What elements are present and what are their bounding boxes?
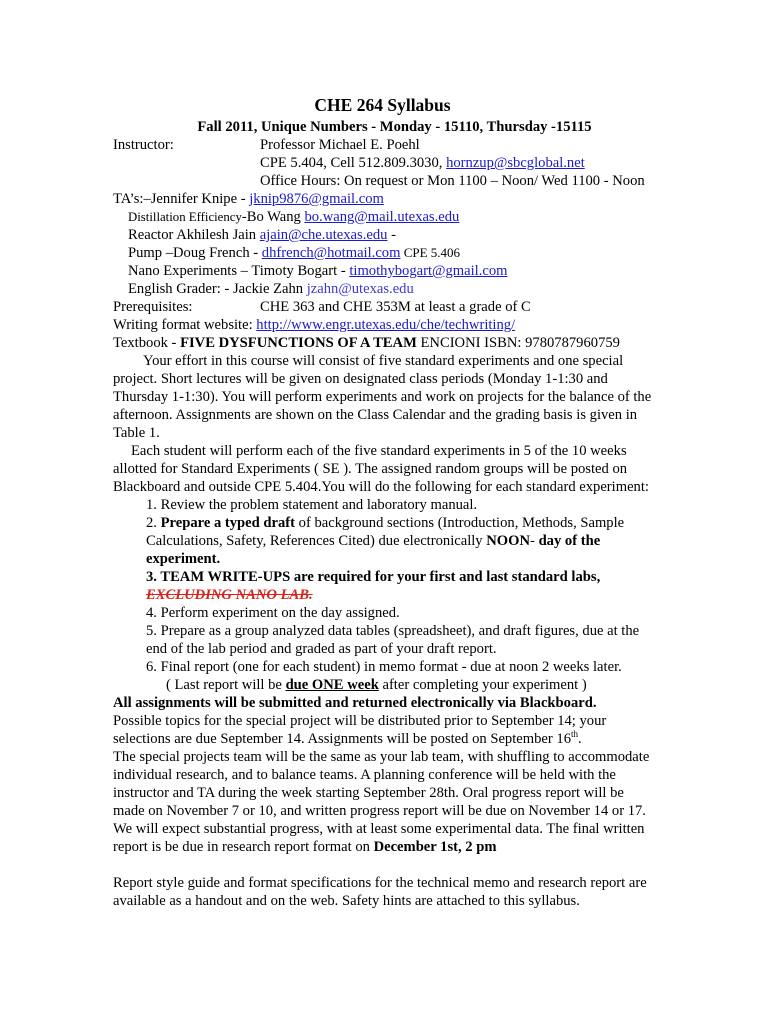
ta-english-text: English Grader: - Jackie Zahn: [128, 281, 307, 297]
list-item: 3. TEAM WRITE-UPS are required for your first and last standard labs,: [146, 569, 601, 585]
ta-pump-room: CPE 5.406: [400, 245, 461, 260]
ta-reactor-email-link[interactable]: ajain@che.utexas.edu: [259, 227, 388, 243]
ta-jennifer: [113, 190, 658, 208]
ta-reactor: [113, 226, 658, 244]
last-report-suffix: after completing your experiment ): [378, 677, 587, 693]
paragraph-effort: Your effort in this course will consist of five standard experiments and one special project. Short lectures will be given on designated class periods (Monday 1-1:30 and Thursday 1-1:30). You will perform experiments and work on projects for the balance of the afternoon. Assignments are shown on the Class Calendar and the grading basis is given in Table 1.: [113, 353, 652, 441]
excluding-nano-lab: EXCLUDING NANO LAB.: [146, 587, 313, 603]
list-item-dash: -: [530, 533, 539, 549]
final-report-deadline: December 1st, 2 pm: [373, 839, 497, 855]
special-project-period: .: [578, 731, 582, 747]
spacer: [113, 856, 658, 874]
ta-jennifer-text: TA’s:–Jennifer Knipe -: [113, 191, 250, 207]
textbook: [113, 334, 658, 352]
instructor-contact: [113, 154, 658, 172]
paragraph-teams: [113, 748, 658, 856]
syllabus-page: [113, 94, 658, 910]
textbook-label: Textbook -: [113, 335, 181, 351]
page-title: CHE 264 Syllabus: [314, 95, 451, 115]
experiment-steps: [113, 496, 658, 694]
list-item-tail: day of the experiment.: [146, 533, 601, 567]
paragraph-special-project: [113, 712, 658, 748]
ta-reactor-text: Reactor Akhilesh Jain: [128, 227, 260, 243]
prereq-row: [113, 298, 658, 316]
instructor-contact-text: CPE 5.404, Cell 512.809.3030,: [260, 155, 447, 171]
list-item: 5. Prepare as a group analyzed data tables (spreadsheet), and draft figures, due at the end of the lab period and graded as part of your draft report.: [146, 623, 640, 657]
list-item-note: [146, 676, 658, 694]
superscript-th: th: [571, 729, 579, 740]
writing-website: [113, 316, 658, 334]
ta-english: [113, 280, 658, 298]
page-subtitle: Fall 2011, Unique Numbers - Monday - 15110, Thursday -15115: [197, 119, 592, 135]
ta-english-email-link[interactable]: jzahn@utexas.edu: [306, 281, 414, 297]
ta-bo-wang: [113, 208, 658, 226]
last-report-bold: due ONE week: [285, 677, 379, 693]
list-item-number: 2.: [146, 515, 161, 531]
instructor-name: Professor Michael E. Poehl: [260, 137, 420, 153]
instructor-label: Instructor:: [113, 137, 174, 153]
textbook-isbn: ENCIONI ISBN: 9780787960759: [416, 335, 620, 351]
ta-bo-wang-email-link[interactable]: bo.wang@mail.utexas.edu: [304, 209, 460, 225]
writing-label: Writing format website:: [113, 317, 257, 333]
instructor-row: [113, 136, 658, 154]
list-item-warning: [146, 586, 658, 604]
ta-pump-text: Pump –Doug French -: [128, 245, 262, 261]
list-item: [146, 514, 658, 568]
list-item-noon: NOON: [486, 533, 531, 549]
ta-bo-wang-name: -Bo Wang: [241, 209, 305, 225]
ta-distill-label: Distillation Efficiency: [128, 210, 242, 224]
paragraph-style-guide: Report style guide and format specifications for the technical memo and research report are available as a handout and on the web. Safety hints are attached to this syllabus.: [113, 875, 647, 909]
instructor-email-link[interactable]: hornzup@sbcglobal.net: [446, 155, 585, 171]
ta-nano-text: Nano Experiments – Timoty Bogart -: [128, 263, 350, 279]
list-item: 1. Review the problem statement and laboratory manual.: [146, 497, 478, 513]
list-item-text: of background sections (Introduction, Methods, Sample Calculations, Safety, References Cited) due electronically: [146, 515, 625, 549]
last-report-prefix: ( Last report will be: [166, 677, 286, 693]
blackboard-notice: All assignments will be submitted and returned electronically via Blackboard.: [113, 695, 597, 711]
list-item-bold: Prepare a typed draft: [160, 515, 296, 531]
office-hours: Office Hours: On request or Mon 1100 – Noon/ Wed 1100 - Noon: [260, 173, 645, 189]
teams-text: The special projects team will be the same as your lab team, with shuffling to accommodate individual research, and to balance teams. A planning conference will be held with the instructor and TA during the week starting September 28th. Oral progress report will be made on November 7 or 10, and written progress report will be due on November 14 or 17. We will expect substantial progress, with at least some experimental data. The final written report is be due in research report format on: [113, 749, 650, 855]
ta-nano-email-link[interactable]: timothybogart@gmail.com: [349, 263, 508, 279]
writing-website-link[interactable]: http://www.engr.utexas.edu/che/techwriting/: [256, 317, 516, 333]
paragraph-experiments: Each student will perform each of the five standard experiments in 5 of the 10 weeks allotted for Standard Experiments ( SE ). The assigned random groups will be posted on Blackboard and outside CPE 5.404.You will do the following for each standard experiment:: [113, 443, 649, 495]
textbook-title: FIVE DYSFUNCTIONS OF A TEAM: [180, 335, 417, 351]
ta-pump: [113, 244, 658, 262]
ta-pump-email-link[interactable]: dhfrench@hotmail.com: [261, 245, 401, 261]
list-item: 4. Perform experiment on the day assigned.: [146, 605, 400, 621]
prereq-label: Prerequisites:: [113, 299, 193, 315]
prereq-text: CHE 363 and CHE 353M at least a grade of C: [260, 299, 531, 315]
list-item: 6. Final report (one for each student) in memo format - due at noon 2 weeks later.: [146, 659, 622, 675]
ta-jennifer-email-link[interactable]: jknip9876@gmail.com: [249, 191, 384, 207]
ta-reactor-suffix: -: [387, 227, 396, 243]
special-project-text: Possible topics for the special project will be distributed prior to September 14; your selections are due September 14. Assignments will be posted on September 16: [113, 713, 607, 747]
ta-nano: [113, 262, 658, 280]
